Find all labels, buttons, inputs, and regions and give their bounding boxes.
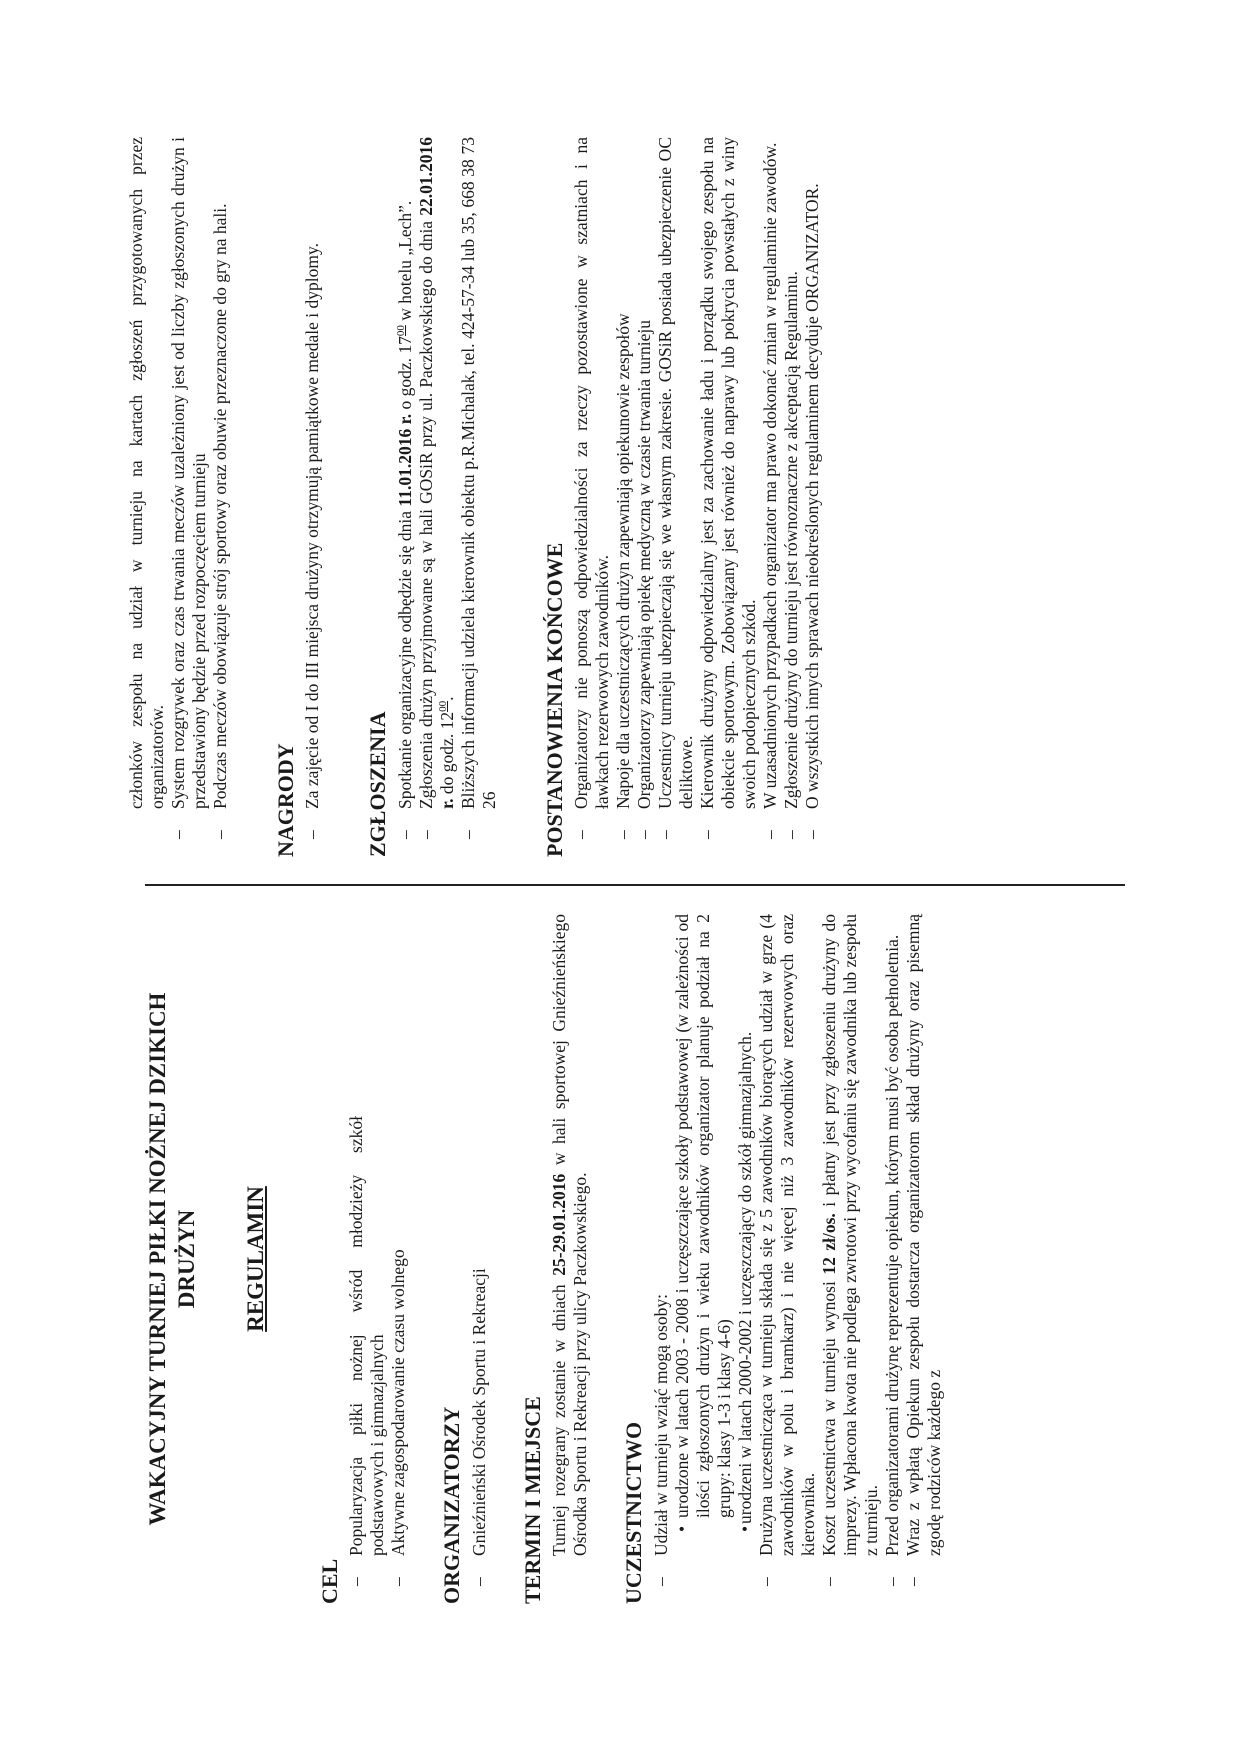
organizatorzy-list (469, 914, 490, 1604)
continued-list (168, 137, 231, 857)
heading-uczestnictwo: UCZESTNICTWO (621, 1421, 647, 1604)
registration-text-pre: Zgłoszenia drużyn przyjmowane są w hali GOSiR przy ul. Paczkowskiego do dnia (415, 215, 436, 809)
termin-text (549, 914, 591, 1604)
uczestnictwo-item (819, 914, 882, 1604)
meeting-date: 11.01.2016 r. (394, 413, 415, 507)
continued-item: – Podczas meczów obowiązuje strój sportowy oraz obuwie przeznaczone do gry na hali. (210, 137, 231, 857)
heading-nagrody: NAGRODY (273, 743, 298, 857)
postanowienia-item: – O wszystkich innych sprawach nieokreślonych regulaminem decyduje ORGANIZATOR. (802, 137, 823, 857)
registration-text-post: . (436, 696, 457, 701)
heading-zgloszenia: ZGŁOSZENIA (365, 711, 391, 857)
termin-text-pre: Turniej rozegrany zostanie w dniach (549, 1275, 570, 1556)
document-subtitle: REGULAMIN (242, 1186, 268, 1332)
uczestnictwo-list (651, 914, 945, 1604)
organizatorzy-item: – Gnieźnieński Ośrodek Sportu i Rekreacji (469, 914, 490, 1604)
heading-organizatorzy: ORGANIZATORZY (439, 1406, 465, 1604)
cel-list (346, 914, 409, 1604)
zgloszenia-item: – Bliższych informacji udziela kierownik obiektu p.R.Michalak, tel. 424-57-34 lub 35, 668 38 73 26 (458, 137, 500, 857)
meeting-place: w hotelu „Lech”. (394, 200, 415, 326)
postanowienia-item: – Zgłoszenie drużyny do turnieju jest równoznaczne z akceptacją Regulaminu. (781, 137, 802, 857)
uczestnictwo-item: – Drużyna uczestnicząca w turnieju składa się z 5 zawodników biorących udział w grze (4 zawodników w polu i bramkarz) i nie więcej niż 3 zawodników rezerwowych oraz kierownika. (756, 914, 819, 1604)
postanowienia-list (571, 137, 823, 857)
registration-time-minutes: 00 (436, 700, 449, 712)
heading-postanowienia: POSTANOWIENIA KOŃCOWE (541, 542, 567, 857)
meeting-time: o godz. 17 (394, 336, 415, 414)
heading-termin: TERMIN I MIEJSCE (519, 1396, 545, 1604)
meeting-text-pre: Spotkanie organizacyjne odbędzie się dnia (394, 506, 415, 809)
age-groups-list (672, 914, 756, 1556)
nagrody-item: – Za zajęcie od I do III miejsca drużyny otrzymują pamiątkowe medale i dyplomy. (302, 137, 323, 857)
zgloszenia-item (416, 137, 458, 857)
fee-text-post: i płatny jest przy zgłoszeniu drużyny do imprezy. Wpłacona kwota nie podlega zwrotowi przy wycofaniu się zawodnika lub zespołu z turnieju. (818, 913, 881, 1556)
termin-dates: 25-29.01.2016 (549, 1173, 570, 1276)
meeting-time-minutes: 00 (394, 325, 407, 337)
uczestnictwo-item: – Wraz z wpłatą Opiekun zespołu dostarcza organizatorom skład drużyny oraz pisemną zgodę rodziców każdego z (903, 914, 945, 1604)
continued-text: członków zespołu na udział w turnieju na kartach zgłoszeń przygotowanych przez organizatorów. (126, 137, 167, 809)
registration-time: do godz. 12 (436, 711, 457, 799)
postanowienia-item: – Organizatorzy zapewniają opiekę medyczną w czasie trwania turnieju (634, 137, 655, 857)
age-group-item: • urodzone w latach 2003 - 2008 i uczęszczające szkoły podstawowej (w zależności od ilości zgłoszonych drużyn i wieku zawodników organizator planuje podział na 2 grupy: klasy 1-3 i klasy 4-6) (672, 914, 735, 1534)
postanowienia-item: – Kierownik drużyny odpowiedzialny jest za zachowanie ładu i porządku swojego zespołu na obiekcie sportowym. Zobowiązany jest również do naprawy lub pokrycia powstałych z winy swoich podopiecznych szkód. (697, 137, 760, 857)
document-title: WAKACYJNY TURNIEJ PIŁKI NOŻNEJ DZIKICH DRUŻYN (145, 992, 199, 1526)
cel-item: – Aktywne zagospodarowanie czasu wolnego (388, 1116, 409, 1604)
postanowienia-item: – Organizatorzy nie ponoszą odpowiedzialności za rzeczy pozostawione w szatniach i na ławkach rezerwowych zawodników. (571, 137, 613, 857)
fee-amount: 12 zł/os. (818, 1213, 839, 1275)
cel-item: – Popularyzacja piłki nożnej wśród młodzieży szkół podstawowych i gimnazjalnych (346, 1116, 388, 1604)
postanowienia-item: – Napoje dla uczestniczących drużyn zapewniają opiekunowie zespołów (613, 137, 634, 857)
postanowienia-item: – W uzasadnionych przypadkach organizator ma prawo dokonać zmian w regulaminie zawodów. (760, 137, 781, 857)
continued-item: – System rozgrywek oraz czas trwania meczów uzależniony jest od liczby zgłoszonych drużyn i przedstawiony będzie przed rozpoczęciem turnieju (168, 137, 210, 857)
postanowienia-item: – Uczestnicy turnieju ubezpieczają się we własnym zakresie. GOSiR posiada ubezpieczenie OC deliktowe. (655, 137, 697, 857)
left-column (140, 914, 945, 1604)
zgloszenia-list (395, 137, 500, 857)
age-group-item: • urodzeni w latach 2000-2002 i uczęszczający do szkół gimnazjalnych. (735, 914, 756, 1534)
zgloszenia-item (395, 137, 416, 857)
heading-cel: CEL (317, 1558, 343, 1604)
termin-text-post: w hali sportowej Gnieźnieńskiego Ośrodka Sportu i Rekreacji przy ulicy Paczkowskiego. (549, 914, 591, 1556)
column-divider (145, 884, 1125, 886)
nagrody-list (302, 137, 323, 857)
registration-deadline: 22.01.2016 r. (415, 137, 457, 809)
uczestnictwo-item: – Przed organizatorami drużynę reprezentuje opiekun, którym musi być osoba pełnoletnia. (882, 914, 903, 1604)
uczestnictwo-item (651, 914, 756, 1604)
right-column (126, 137, 823, 857)
uczestnictwo-intro: Udział w turnieju wziąć mogą osoby: (650, 1294, 671, 1556)
fee-text-pre: Koszt uczestnictwa w turnieju wynosi (818, 1274, 839, 1556)
